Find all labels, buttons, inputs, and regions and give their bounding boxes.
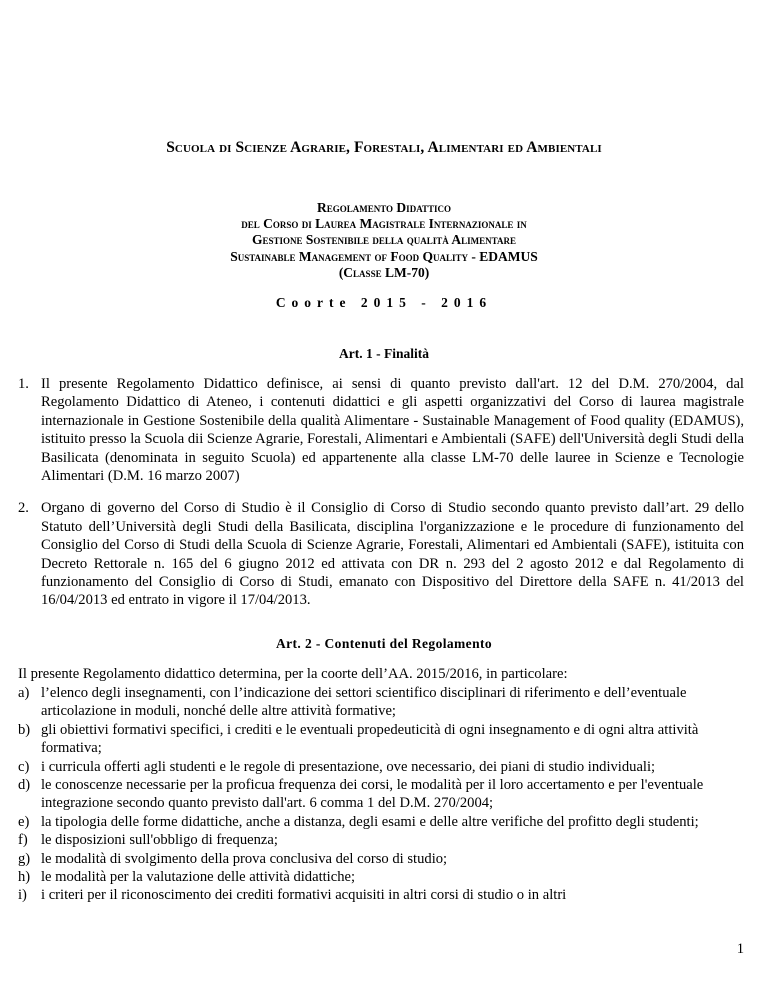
list-item-number: 1. xyxy=(18,376,29,392)
list-item-text: i criteri per il riconoscimento dei crediti formativi acquisiti in altri corsi di studio o in altri xyxy=(41,887,567,904)
list-item-letter: b) xyxy=(18,721,31,738)
article-2-list xyxy=(18,684,744,905)
list-item xyxy=(18,886,744,904)
list-item-letter: e) xyxy=(18,813,30,830)
list-item-text: Organo di governo del Corso di Studio è il Consiglio di Corso di Studio secondo quanto previsto dall’art. 29 dello Statuto dell’Università degli Studi della Basilicata, disciplina l'organizzazione e le procedure di funzionamento del Consiglio del Corso di Studi della Scuola di Scienze Agrarie, Forestali, Alimentari ed Ambientali (SAFE), istituita con Decreto Rettorale n. 165 del 6 giugno 2012 ed attivata con DR n. 293 del 2 agosto 2012 e dal Regolamento di funzionamento del Consiglio di Corso di Studi, emanato con Dispositivo del Direttore della SAFE n. 41/2013 del 16/04/2013 ed entrato in vigore il 17/04/2013. xyxy=(41,500,744,609)
list-item-text: i curricula offerti agli studenti e le regole di presentazione, ove necessario, dei piani di studio individuali; xyxy=(41,758,656,775)
regulation-title-line: Sustainable Management of Food Quality - EDAMUS xyxy=(230,248,538,264)
article-1-heading: Art. 1 - Finalità xyxy=(339,346,429,361)
article-2-heading: Art. 2 - Contenuti del Regolamento xyxy=(275,636,493,651)
regulation-title-line: Gestione Sostenibile della qualità Alimentare xyxy=(252,232,516,248)
page-number: 1 xyxy=(736,941,744,957)
list-item xyxy=(18,850,744,868)
list-item-text: le conoscenze necessarie per la proficua frequenza dei corsi, le modalità per il loro accertamento e per l'eventuale integrazione secondo quanto previsto dall'art. 6 comma 1 del D.M. 270/2004; xyxy=(41,777,704,812)
regulation-title-line: Regolamento Didattico xyxy=(316,200,452,215)
regulation-title-block xyxy=(0,200,768,281)
list-item-number: 2. xyxy=(18,500,29,517)
list-item xyxy=(18,831,744,849)
article-2-intro: Il presente Regolamento didattico determina, per la coorte dell’AA. 2015/2016, in particolare: xyxy=(18,666,568,682)
list-item-letter: g) xyxy=(18,850,31,867)
list-item xyxy=(18,684,744,721)
regulation-title-line: (Classe LM-70) xyxy=(338,264,430,280)
list-item xyxy=(18,375,744,485)
list-item-letter: f) xyxy=(18,832,28,849)
list-item xyxy=(18,868,744,886)
list-item xyxy=(18,813,744,831)
list-item-text: l’elenco degli insegnamenti, con l’indicazione dei settori scientifico disciplinari di riferimento e dell’eventuale articolazione in moduli, nonché delle altre attività formative; xyxy=(41,685,687,720)
list-item-letter: a) xyxy=(18,685,30,701)
list-item-text: Il presente Regolamento Didattico definisce, ai sensi di quanto previsto dall'art. 12 del D.M. 270/2004, dal Regolamento Didattico di Ateneo, i contenuti didattici e gli aspetti organizzativi del Corso di laurea magistrale internazionale in Gestione Sostenibile della qualità Alimentare - Sustainable Management of Food quality (EDAMUS), istituito presso la Scuola dii Scienze Agrarie, Forestali, Alimentari e Ambientali (SAFE) dell'Università degli Studi della Basilicata (denominata in seguito Scuola) ed appartenente alla classe LM-70 delle lauree in Scienze e Tecnologie Alimentari (D.M. 16 marzo 2007) xyxy=(41,376,744,485)
list-item-letter: i) xyxy=(18,887,27,904)
list-item-text: la tipologia delle forme didattiche, anche a distanza, degli esami e delle altre verifiche del profitto degli studenti; xyxy=(41,813,699,830)
list-item xyxy=(18,776,744,813)
list-item-letter: d) xyxy=(18,777,31,794)
list-item-letter: h) xyxy=(18,869,31,886)
list-item-text: le modalità per la valutazione delle attività didattiche; xyxy=(41,869,356,886)
coorte-label: Coorte 2015 - 2016 xyxy=(275,295,493,310)
school-title: Scuola di Scienze Agrarie, Forestali, Alimentari ed Ambientali xyxy=(166,139,602,156)
list-item xyxy=(18,721,744,758)
list-item-text: le disposizioni sull'obbligo di frequenza; xyxy=(41,832,278,849)
list-item-text: gli obiettivi formativi specifici, i crediti e le eventuali propedeuticità di ogni insegnamento e di ogni altra attività formativa; xyxy=(41,721,699,757)
list-item xyxy=(18,499,744,609)
list-item xyxy=(18,758,744,776)
list-item-letter: c) xyxy=(18,758,30,775)
list-item-text: le modalità di svolgimento della prova conclusiva del corso di studio; xyxy=(41,850,448,867)
regulation-title-line: del Corso di Laurea Magistrale Internazionale in xyxy=(241,216,527,232)
article-1-list xyxy=(18,375,744,624)
